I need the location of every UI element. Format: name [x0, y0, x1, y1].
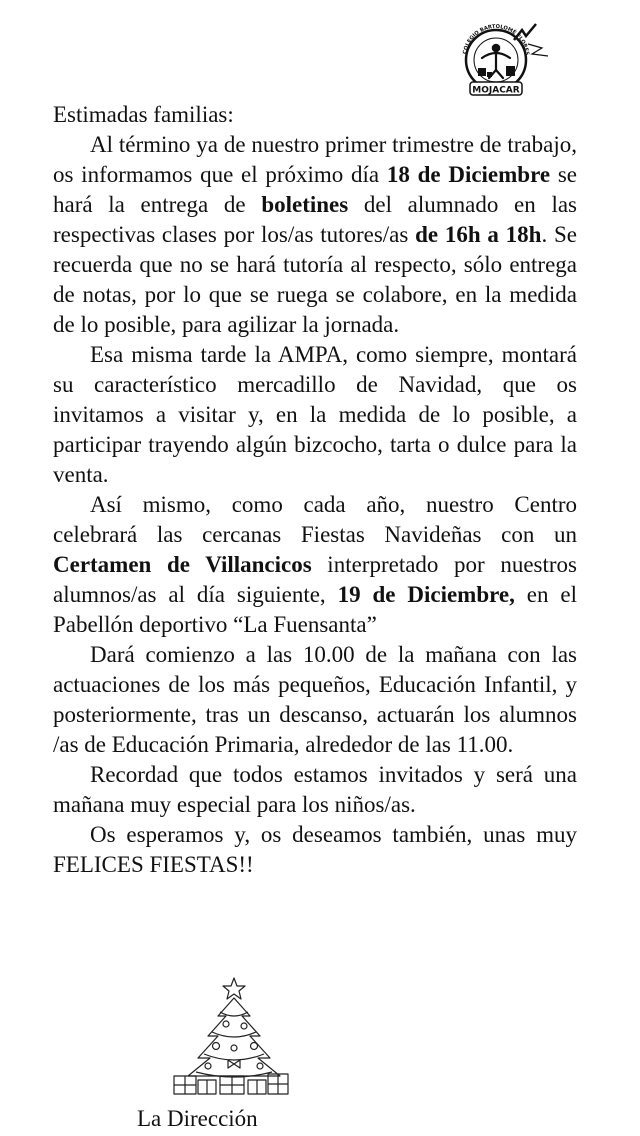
paragraph-market: Esa misma tarde la AMPA, como siempre, montará su característico mercadillo de Navidad, que os invitamos a visitar y, en la medida de lo posible, a participar trayendo algún bizcocho, tarta o dulce para la venta.	[53, 342, 577, 487]
letter-body	[53, 100, 577, 880]
bold-date: 19 de Diciembre,	[337, 582, 515, 607]
text-segment: Al término ya de nuestro primer trimestre de trabajo, os informamos que el próximo día	[53, 132, 577, 187]
paragraph-closing: Os esperamos y, os deseamos también, unas muy FELICES FIESTAS!!	[53, 822, 577, 877]
text-segment: en el Pabellón deportivo “La Fuensanta”	[53, 582, 577, 637]
bold-certamen: Certamen de Villancicos	[53, 552, 312, 577]
school-logo-icon	[456, 18, 560, 100]
bold-date: 18 de Diciembre	[386, 162, 551, 187]
greeting: Estimadas familias:	[53, 102, 234, 127]
bold-time: de 16h a 18h	[415, 222, 542, 247]
logo-name: MOJACAR	[472, 85, 520, 96]
logo-arc-text: COLEGIO BARTOLOMÉ FLORES	[462, 23, 530, 56]
signature: La Dirección	[137, 1106, 258, 1131]
paragraph-report-cards	[53, 130, 577, 340]
text-segment: se hará la entrega de	[53, 162, 577, 217]
text-segment: . Se recuerda que no se hará tutoría al respecto, sólo entrega de notas, por lo que se ruega se colabore, en la medida de lo posible, para agilizar la jornada.	[53, 222, 577, 337]
text-segment: Así mismo, como cada año, nuestro Centro celebrará las cercanas Fiestas Navideñas con un	[53, 492, 577, 547]
paragraph-invitation: Recordad que todos estamos invitados y será una mañana muy especial para los niños/as.	[53, 762, 577, 817]
bold-boletines: boletines	[261, 192, 349, 217]
text-segment: del alumnado en las respectivas clases por los/as tutores/as	[53, 192, 577, 247]
text-segment: interpretado por nuestros alumnos/as al día siguiente,	[53, 552, 577, 607]
paragraph-carol-contest	[53, 490, 577, 640]
paragraph-schedule: Dará comienzo a las 10.00 de la mañana con las actuaciones de los más pequeños, Educación Infantil, y posteriormente, tras un descanso, actuarán los alumnos /as de Educación Primaria, alrededor de las 11.00.	[53, 642, 577, 757]
christmas-tree-icon	[168, 976, 292, 1098]
